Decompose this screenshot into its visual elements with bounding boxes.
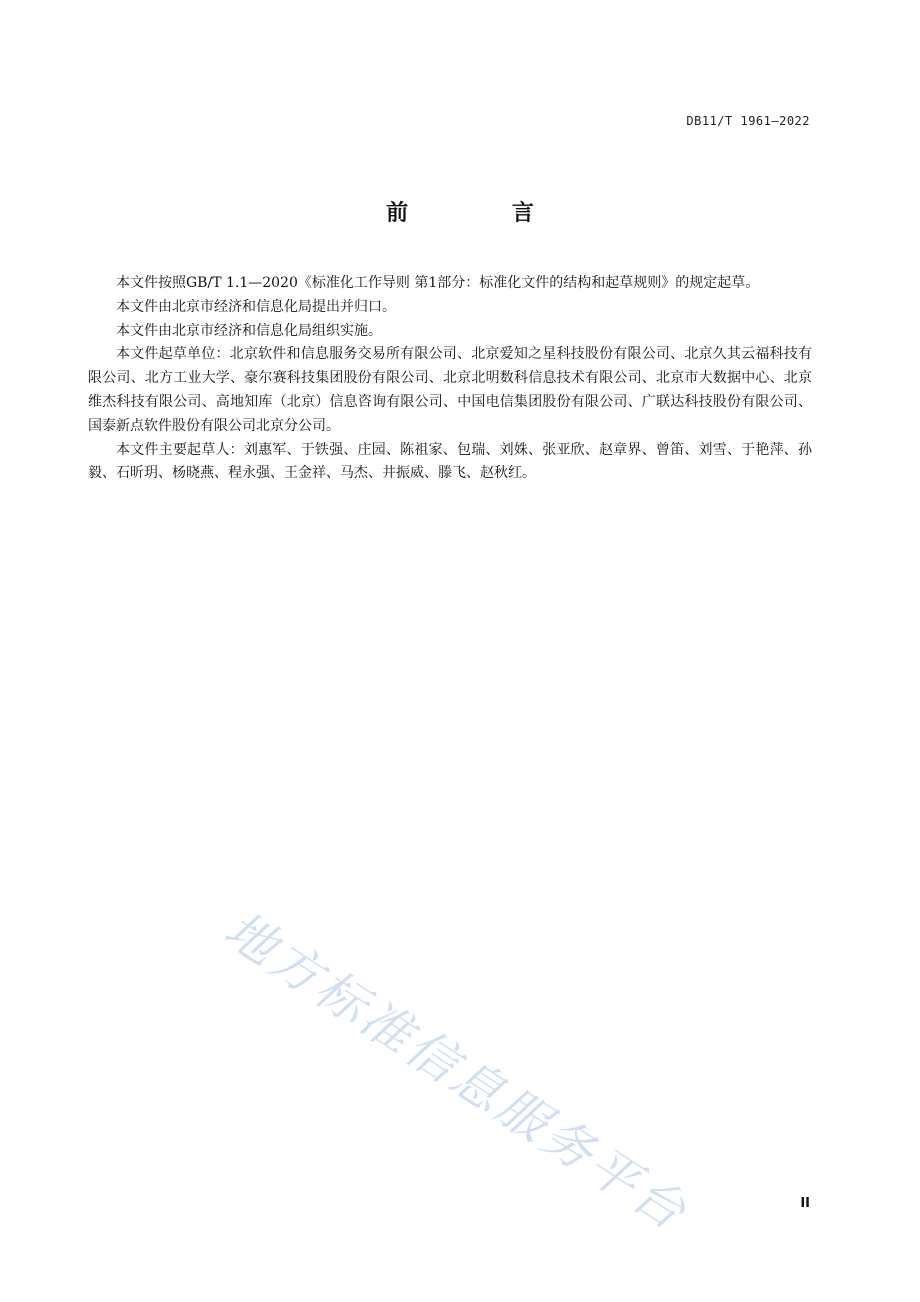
paragraph-implementer: 本文件由北京市经济和信息化局组织实施。 [116,322,382,339]
page-number: II [800,1196,810,1211]
paragraph-drafting-units: 本文件起草单位：北京软件和信息服务交易所有限公司、北京爱知之星科技股份有限公司、北京久其云福科技有限公司、北方工业大学、豪尔赛科技集团股份有限公司、北京北明数科信息技术有限公司、北京市大数据中心、北京维杰科技有限公司、高地知库（北京）信息咨询有限公司、中国电信集团股份有限公司、广联达科技股份有限公司、国泰新点软件股份有限公司北京分公司。 [88,346,812,434]
foreword-body [88,272,812,486]
paragraph-drafting-rules: 本文件按照GB/T 1.1—2020《标准化工作导则 第1部分：标准化文件的结构和起草规则》的规定起草。 [116,275,760,291]
watermark: 地方标准信息服务平台 [214,900,699,1243]
document-code: DB11/T 1961—2022 [686,114,810,128]
page-title: 前 言 [386,201,582,226]
paragraph-proposer: 本文件由北京市经济和信息化局提出并归口。 [116,298,396,315]
paragraph-drafters: 本文件主要起草人：刘惠军、于铁强、庄园、陈祖家、包瑞、刘姝、张亚欣、赵章界、曾笛、刘雪、于艳萍、孙毅、石昕玥、杨晓燕、程永强、王金祥、马杰、井振威、滕飞、赵秋红。 [88,441,812,482]
